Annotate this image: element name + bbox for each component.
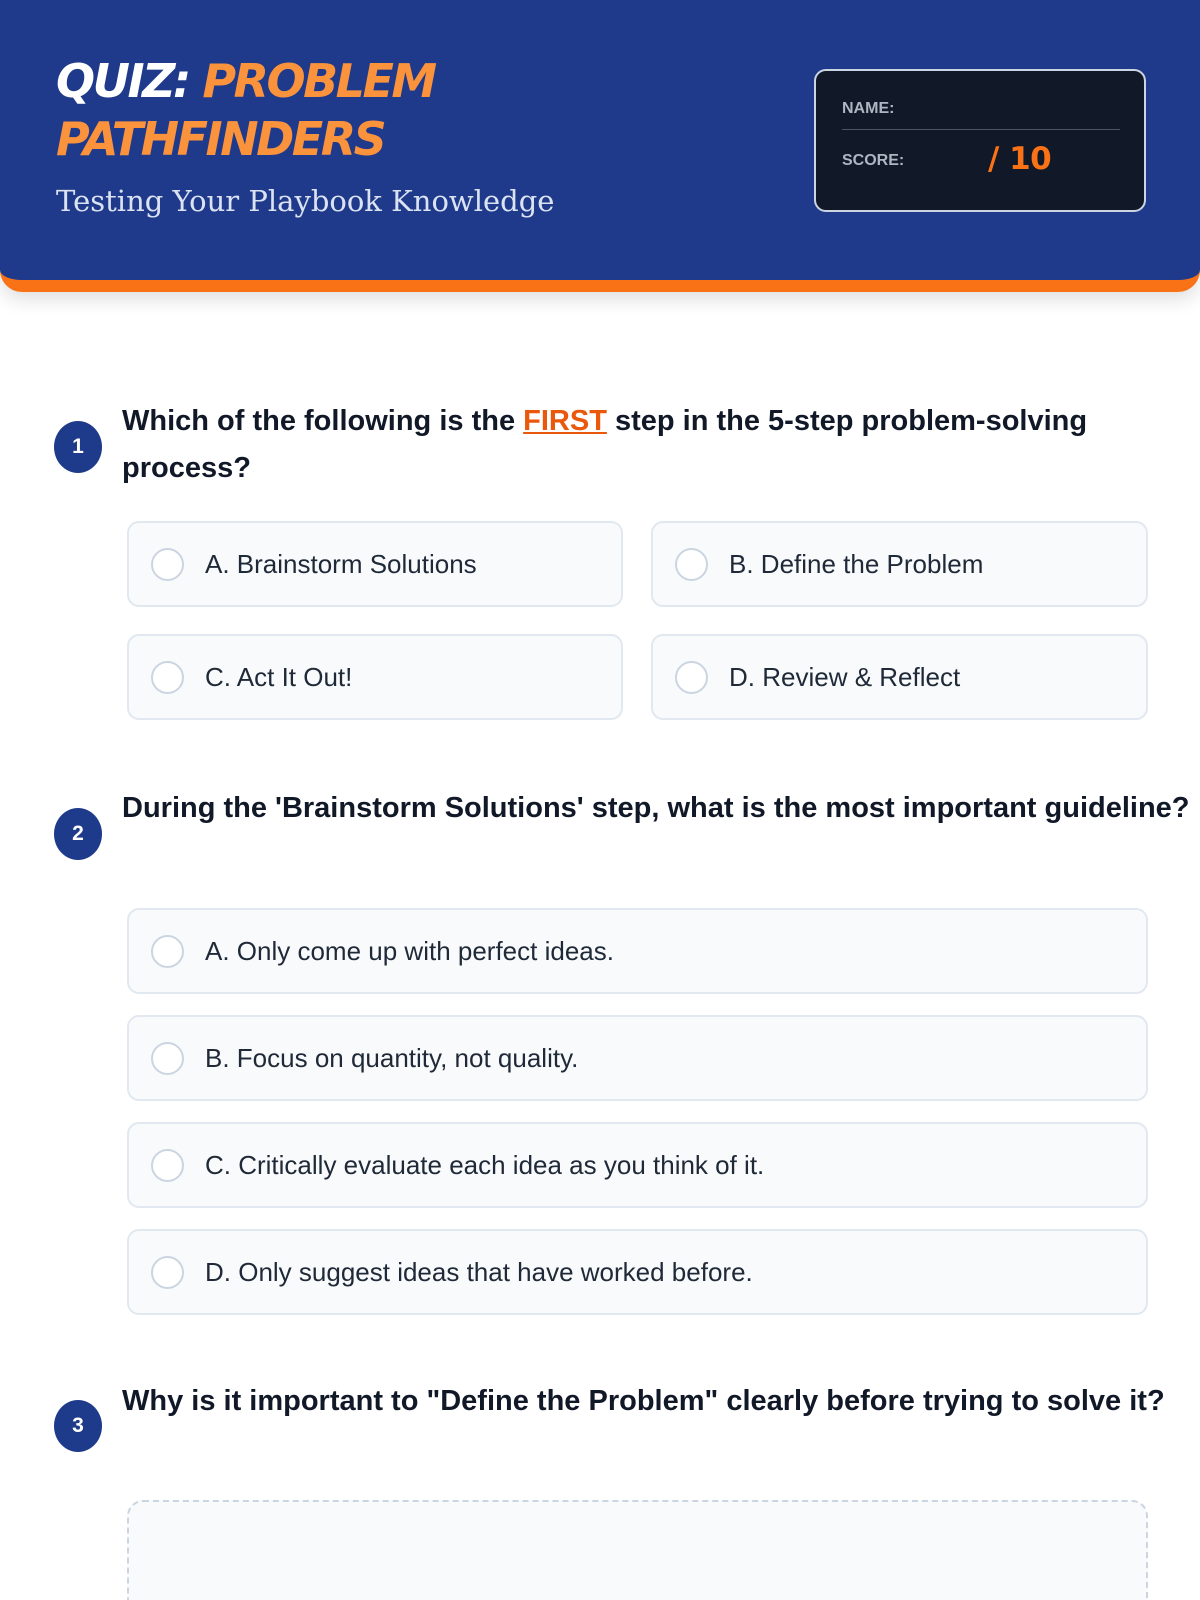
radio-button[interactable] (151, 1042, 184, 1075)
radio-button[interactable] (675, 661, 708, 694)
question-text-start: Which of the following is the (122, 405, 524, 437)
option-2c[interactable] (127, 1122, 1148, 1208)
question-text: During the 'Brainstorm Solutions' step, what is the most important guideline? (122, 792, 1190, 824)
option-1d[interactable] (651, 634, 1148, 720)
option-label: C. Act It Out! (205, 661, 353, 692)
option-label: A. Only come up with perfect ideas. (205, 935, 614, 966)
page-subtitle: Testing Your Playbook Knowledge (56, 184, 555, 218)
option-1a[interactable] (127, 521, 623, 607)
answer-textarea[interactable] (127, 1500, 1148, 1600)
title-main: PROBLEM PATHFINDERS (56, 54, 435, 166)
question-text: Why is it important to "Define the Problem" clearly before trying to solve it? (122, 1385, 1165, 1417)
option-label: B. Focus on quantity, not quality. (205, 1042, 579, 1073)
title-prefix: QUIZ: (56, 54, 189, 108)
radio-button[interactable] (675, 548, 708, 581)
option-2d[interactable] (127, 1229, 1148, 1315)
name-label: NAME: (842, 100, 895, 117)
option-1b[interactable] (651, 521, 1148, 607)
option-2a[interactable] (127, 908, 1148, 994)
name-field[interactable] (842, 129, 1120, 130)
radio-button[interactable] (151, 1256, 184, 1289)
option-2b[interactable] (127, 1015, 1148, 1101)
radio-button[interactable] (151, 1149, 184, 1182)
radio-button[interactable] (151, 548, 184, 581)
option-label: D. Only suggest ideas that have worked before. (205, 1256, 753, 1287)
question-text (122, 398, 1200, 492)
option-1c[interactable] (127, 634, 623, 720)
option-label: A. Brainstorm Solutions (205, 548, 477, 579)
option-label: B. Define the Problem (729, 548, 984, 579)
option-label: D. Review & Reflect (729, 661, 961, 692)
radio-button[interactable] (151, 661, 184, 694)
question-number-badge: 2 (54, 808, 102, 860)
question-number-badge: 1 (54, 421, 102, 473)
score-label: SCORE: (842, 152, 905, 169)
page-title (56, 52, 756, 168)
question-number-badge: 3 (54, 1400, 102, 1452)
student-info-card (814, 69, 1146, 212)
score-value: / 10 (988, 141, 1052, 177)
radio-button[interactable] (151, 935, 184, 968)
option-label: C. Critically evaluate each idea as you think of it. (205, 1149, 765, 1180)
question-text-end: step in the 5-step problem-solving process? (122, 405, 1088, 484)
question-highlight: FIRST (523, 405, 607, 437)
quiz-header (0, 0, 1200, 292)
